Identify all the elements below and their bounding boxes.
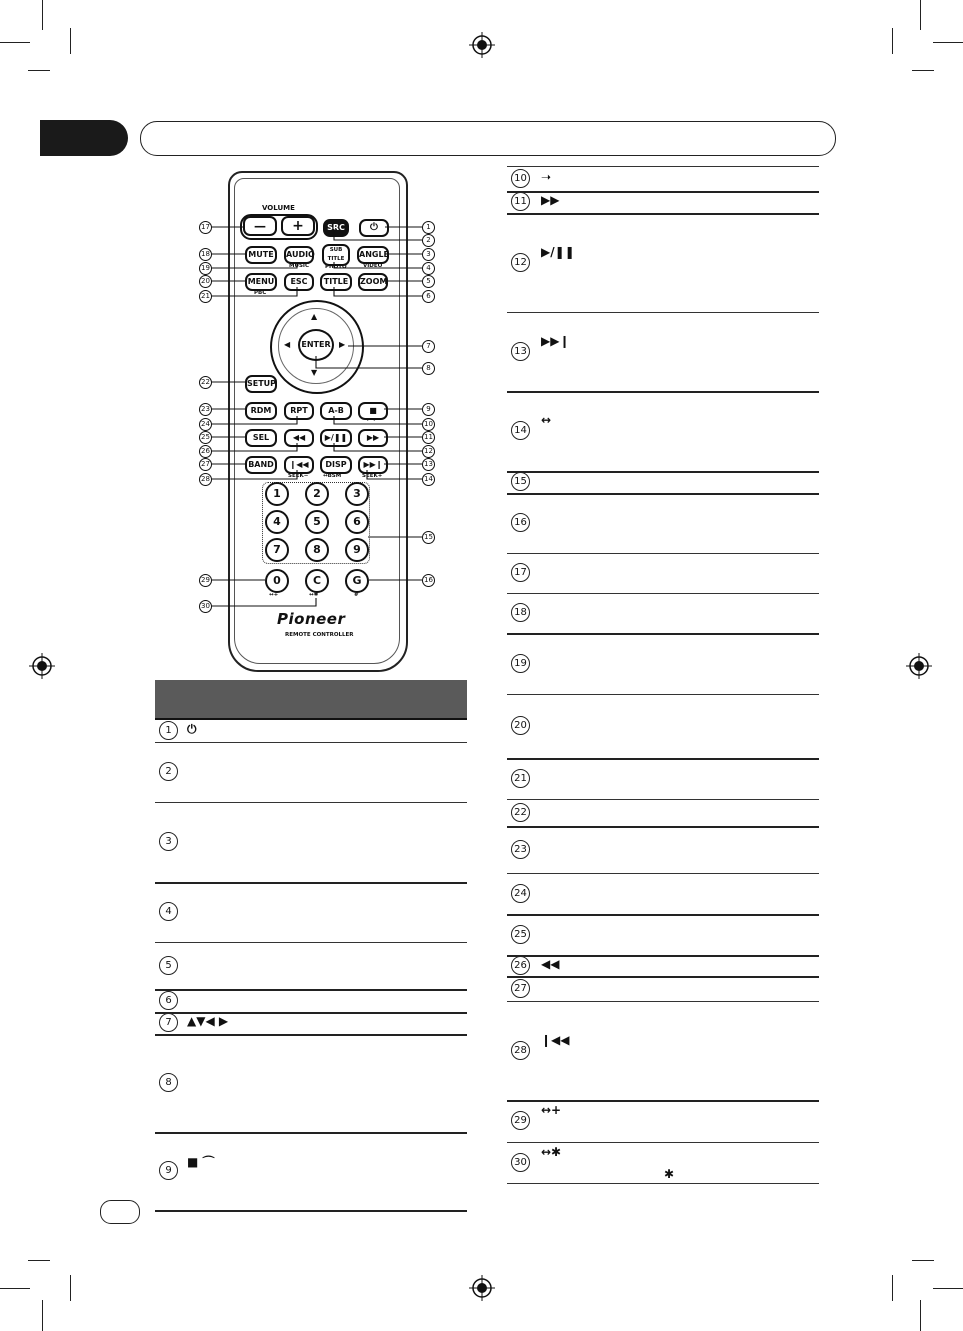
- digit-3-button[interactable]: 3: [345, 482, 369, 506]
- digit-0-button[interactable]: 0: [265, 569, 289, 593]
- item-number: 3: [159, 832, 178, 851]
- callout-number: 16: [422, 574, 435, 587]
- callout-number: 18: [199, 248, 212, 261]
- crop-mark: [70, 1275, 71, 1301]
- crop-mark: [920, 1300, 921, 1331]
- next-button[interactable]: ▶▶❙: [358, 456, 388, 474]
- callout-number: 1: [422, 221, 435, 234]
- model-label: REMOTE CONTROLLER: [285, 632, 354, 638]
- item-number: 7: [159, 1013, 178, 1032]
- item-number: 19: [511, 654, 530, 673]
- play-pause-button[interactable]: ▶/❚❚: [320, 429, 352, 447]
- crop-mark: [912, 1260, 934, 1261]
- item-number: 12: [511, 253, 530, 272]
- button-symbol: ▲▼◀ ▶: [187, 1014, 229, 1028]
- table-row: [155, 989, 467, 1014]
- button-symbol: ▶▶: [541, 193, 560, 207]
- crop-mark: [28, 1260, 50, 1261]
- table-row: [507, 633, 819, 695]
- digit-9-button[interactable]: 9: [345, 538, 369, 562]
- item-number: 27: [511, 979, 530, 998]
- table-row: [507, 826, 819, 874]
- button-symbol: ▶▶❙: [541, 333, 570, 348]
- subtitle-button[interactable]: SUB TITLE: [322, 244, 350, 266]
- item-number: 21: [511, 769, 530, 788]
- digit-5-button[interactable]: 5: [305, 510, 329, 534]
- table-row: [507, 1001, 819, 1102]
- callout-number: 20: [199, 275, 212, 288]
- table-row: [507, 694, 819, 760]
- band-button[interactable]: BAND: [245, 456, 277, 474]
- disp-button[interactable]: DISP: [320, 456, 352, 474]
- table-row: [155, 802, 467, 884]
- table-row: [507, 1100, 819, 1143]
- button-symbol: ↔✱: [541, 1144, 562, 1159]
- table-row: [507, 391, 819, 473]
- button-symbol: ▶/❚❚: [541, 244, 575, 259]
- esc-button[interactable]: ESC: [284, 273, 314, 291]
- button-symbol: ➝: [541, 170, 552, 184]
- callout-number: 24: [199, 418, 212, 431]
- table-row: [507, 471, 819, 495]
- table-row: [155, 1034, 467, 1134]
- callout-number: 9: [422, 403, 435, 416]
- item-number: 2: [159, 762, 178, 781]
- digit-6-button[interactable]: 6: [345, 510, 369, 534]
- stop-button[interactable]: ■: [358, 402, 388, 420]
- callout-number: 6: [422, 290, 435, 303]
- table-row: [507, 191, 819, 215]
- registration-mark-icon: [469, 1275, 495, 1301]
- volume-minus-button[interactable]: —: [243, 216, 277, 236]
- item-number: 17: [511, 563, 530, 582]
- sel-button[interactable]: SEL: [245, 429, 277, 447]
- item-number: 23: [511, 840, 530, 859]
- item-number: 9: [159, 1161, 178, 1180]
- callout-number: 7: [422, 340, 435, 353]
- video-sublabel: VIDEO: [363, 263, 383, 269]
- table-row: [507, 1142, 819, 1184]
- callout-number: 27: [199, 458, 212, 471]
- callout-number: 23: [199, 403, 212, 416]
- table-row: [507, 758, 819, 800]
- button-symbol: ◀◀: [541, 956, 560, 971]
- callout-number: 26: [199, 445, 212, 458]
- table-row: [155, 720, 467, 743]
- button-symbol: ⏻: [187, 722, 197, 736]
- digit-1-button[interactable]: 1: [265, 482, 289, 506]
- item-number: 28: [511, 1041, 530, 1060]
- table-row: [155, 942, 467, 991]
- item-number: 26: [511, 956, 530, 975]
- seek-plus-sublabel: SEEK+: [362, 473, 383, 479]
- rpt-button[interactable]: RPT: [284, 402, 314, 420]
- callout-number: 25: [199, 431, 212, 444]
- button-symbol: ❙◀◀: [541, 1032, 570, 1047]
- down-arrow-icon[interactable]: ▼: [311, 368, 318, 377]
- callout-number: 17: [199, 221, 212, 234]
- table-row: [507, 553, 819, 594]
- table-row: [507, 873, 819, 916]
- table-row: [507, 955, 819, 978]
- callout-number: 11: [422, 431, 435, 444]
- item-number: 16: [511, 513, 530, 532]
- power-button[interactable]: ⏻: [359, 219, 389, 237]
- crop-mark: [0, 1288, 30, 1289]
- music-sublabel: MUSIC: [289, 263, 309, 269]
- item-number: 30: [511, 1153, 530, 1172]
- item-number: 13: [511, 342, 530, 361]
- item-number: 24: [511, 884, 530, 903]
- item-number: 6: [159, 991, 178, 1010]
- crop-mark: [933, 1288, 963, 1289]
- button-symbol: ■ ⌒: [187, 1155, 215, 1169]
- callout-number: 28: [199, 473, 212, 486]
- item-number: 10: [511, 169, 530, 188]
- fast-forward-button[interactable]: ▶▶: [358, 429, 388, 447]
- pbc-sublabel: PBC: [254, 290, 267, 296]
- digit-8-button[interactable]: 8: [305, 538, 329, 562]
- button-symbol: ↔+: [541, 1103, 562, 1117]
- previous-button[interactable]: ❙◀◀: [284, 456, 314, 474]
- table-row: [507, 167, 819, 193]
- item-number: 22: [511, 803, 530, 822]
- digit-2-button[interactable]: 2: [305, 482, 329, 506]
- item-number: 4: [159, 902, 178, 921]
- callout-number: 21: [199, 290, 212, 303]
- phone-icon: ⌒: [367, 419, 375, 428]
- asterisk-icon: ✱: [664, 1167, 675, 1181]
- star-sublabel: ↔✱: [309, 592, 319, 598]
- plus-sublabel: ↔+: [269, 592, 279, 598]
- item-number: 14: [511, 421, 530, 440]
- table-row: [507, 213, 819, 313]
- callout-number: 10: [422, 418, 435, 431]
- table-row: [507, 312, 819, 393]
- callout-number: 3: [422, 248, 435, 261]
- table-row: [507, 493, 819, 554]
- item-number: 20: [511, 716, 530, 735]
- title-button[interactable]: TITLE: [320, 273, 352, 291]
- c-button[interactable]: C: [305, 569, 329, 593]
- crop-mark: [892, 1275, 893, 1301]
- src-button[interactable]: SRC: [323, 219, 349, 237]
- callout-number: 12: [422, 445, 435, 458]
- callout-number: 29: [199, 574, 212, 587]
- callout-number: 4: [422, 262, 435, 275]
- table-row: [507, 799, 819, 828]
- callout-number: 19: [199, 262, 212, 275]
- table-row: [155, 742, 467, 803]
- ab-button[interactable]: A-B: [320, 402, 352, 420]
- digit-4-button[interactable]: 4: [265, 510, 289, 534]
- g-button[interactable]: G: [345, 569, 369, 593]
- audio-button[interactable]: AUDIO: [284, 246, 314, 264]
- item-number: 8: [159, 1073, 178, 1092]
- callout-number: 13: [422, 458, 435, 471]
- item-number: 29: [511, 1111, 530, 1130]
- rdm-button[interactable]: RDM: [245, 402, 277, 420]
- setup-button[interactable]: SETUP: [245, 375, 277, 393]
- callout-number: 15: [422, 531, 435, 544]
- callout-number: 2: [422, 234, 435, 247]
- volume-label: VOLUME: [262, 204, 295, 212]
- callout-number: 5: [422, 275, 435, 288]
- zoom-button[interactable]: ZOOM: [358, 273, 388, 291]
- item-number: 15: [511, 472, 530, 491]
- brand-logo: Pioneer: [277, 610, 346, 628]
- hash-sublabel: #: [354, 592, 359, 598]
- button-symbol: ↔: [541, 413, 552, 427]
- table-row: [507, 914, 819, 957]
- callout-number: 30: [199, 600, 212, 613]
- photo-sublabel: PHOTO: [325, 264, 347, 270]
- item-number: 5: [159, 956, 178, 975]
- callout-number: 8: [422, 362, 435, 375]
- table-row: [507, 976, 819, 1002]
- table-row: [507, 593, 819, 635]
- menu-button[interactable]: MENU: [245, 273, 277, 291]
- digit-7-button[interactable]: 7: [265, 538, 289, 562]
- page-number-badge: [100, 1200, 140, 1224]
- enter-button[interactable]: ENTER: [298, 329, 334, 361]
- rewind-button[interactable]: ◀◀: [284, 429, 314, 447]
- callout-number: 22: [199, 376, 212, 389]
- item-number: 18: [511, 603, 530, 622]
- table-row: [155, 1132, 467, 1212]
- right-arrow-icon[interactable]: ▶: [339, 340, 346, 349]
- volume-plus-button[interactable]: +: [281, 216, 315, 236]
- bsm-sublabel: ↔BSM: [323, 473, 342, 479]
- crop-mark: [42, 1300, 43, 1331]
- angle-button[interactable]: ANGLE: [357, 246, 389, 264]
- seek-minus-sublabel: SEEK−: [288, 473, 309, 479]
- table-row: [155, 1012, 467, 1036]
- item-number: 11: [511, 192, 530, 211]
- mute-button[interactable]: MUTE: [245, 246, 277, 264]
- item-number: 25: [511, 925, 530, 944]
- left-table-header: [155, 680, 467, 720]
- table-row: [155, 882, 467, 943]
- item-number: 1: [159, 721, 178, 740]
- callout-number: 14: [422, 473, 435, 486]
- left-arrow-icon[interactable]: ◀: [284, 340, 291, 349]
- up-arrow-icon[interactable]: ▲: [311, 312, 318, 321]
